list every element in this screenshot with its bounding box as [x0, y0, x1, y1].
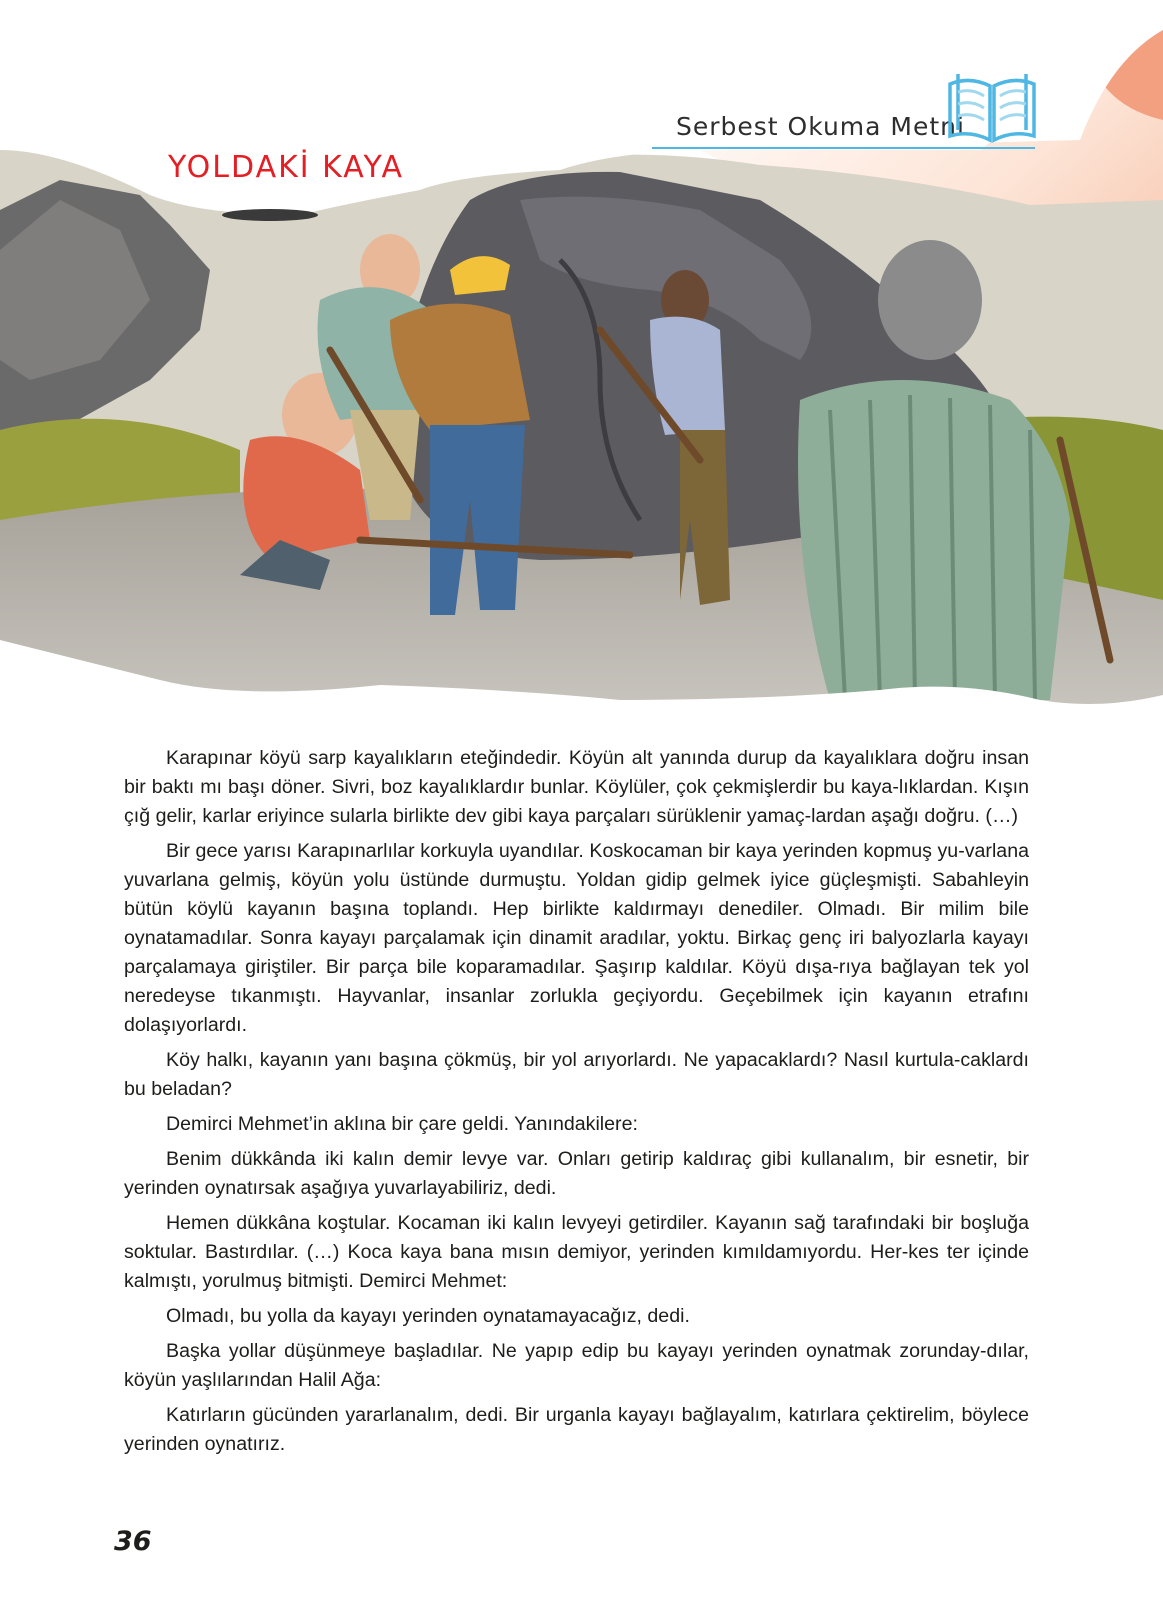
section-label-underline [652, 147, 1035, 149]
paragraph: Benim dükkânda iki kalın demir levye var. Onları getirip kaldıraç gibi kullanalım, bir esnetir, bir yerinden oynatırsak aşağıya yuvarlayabiliriz, dedi. [124, 1148, 1029, 1199]
paragraph: Olmadı, bu yolla da kayayı yerinden oynatamayacağız, dedi. [166, 1305, 690, 1327]
open-book-icon [946, 70, 1038, 146]
paragraph: Karapınar köyü sarp kayalıkların eteğindedir. Köyün alt yanında durup da kayalıklara doğru insan bir baktı mı başı döner. Sivri, boz kayalıklardır bunlar. Köylüler, çok çekmişlerdir bu kaya-lıklardan. Kışın çığ gelir, karlar eriyince sularla birlikte dev gibi kaya parçaları sürüklenir yamaç-lardan aşağı doğru. (…) [124, 747, 1029, 827]
paragraph: Katırların gücünden yararlanalım, dedi. Bir urganla kayayı bağlayalım, katırlara çektirelim, böylece yerinden oynatırız. [124, 1404, 1029, 1455]
section-label: Serbest Okuma Metni [676, 112, 965, 141]
paragraph: Bir gece yarısı Karapınarlılar korkuyla uyandılar. Koskocaman bir kaya yerinden kopmuş yu-varlana yuvarlana gelmiş, köyün yolu üstünde durmuştu. Yoldan gidip gelmek iyice güçleşmişti. Sabahleyin bütün köylü kayanın başına toplandı. Hep birlikte kaldırmayı denediler. Olmadı. Bir milim bile oynatamadılar. Sonra kayayı parçalamak için dinamit aradılar, yoktu. Birkaç genç iri balyozlarla kayayı parçalamaya giriştiler. Bir parça bile koparamadılar. Şaşırıp kaldılar. Köyü dışa-rıya bağlayan tek yol neredeyse tıkanmıştı. Hayvanlar, insanlar zorlukla geçiyordu. Geçebilmek için kayanın etrafını dolaşıyorlardı. [124, 840, 1029, 1036]
paragraph: Başka yollar düşünmeye başladılar. Ne yapıp edip bu kayayı yerinden oynatmak zorunday-dılar, köyün yaşlılarından Halil Ağa: [124, 1340, 1029, 1391]
paragraph: Demirci Mehmet’in aklına bir çare geldi. Yanındakilere: [166, 1113, 638, 1135]
page-number: 36 [114, 1526, 152, 1557]
paragraph: Hemen dükkâna koştular. Kocaman iki kalın levyeyi getirdiler. Kayanın sağ tarafındaki bir boşluğa soktular. Bastırdılar. (…) Koca kaya bana mısın demiyor, yerinden kımıldamıyordu. Her-kes ter içinde kalmıştı, yorulmuş bitmişti. Demirci Mehmet: [124, 1212, 1029, 1292]
paragraph: Köy halkı, kayanın yanı başına çökmüş, bir yol arıyorlardı. Ne yapacaklardı? Nasıl kurtula-caklardı bu beladan? [124, 1049, 1029, 1100]
story-body [124, 744, 1029, 1465]
story-title: YOLDAKİ KAYA [168, 150, 405, 185]
